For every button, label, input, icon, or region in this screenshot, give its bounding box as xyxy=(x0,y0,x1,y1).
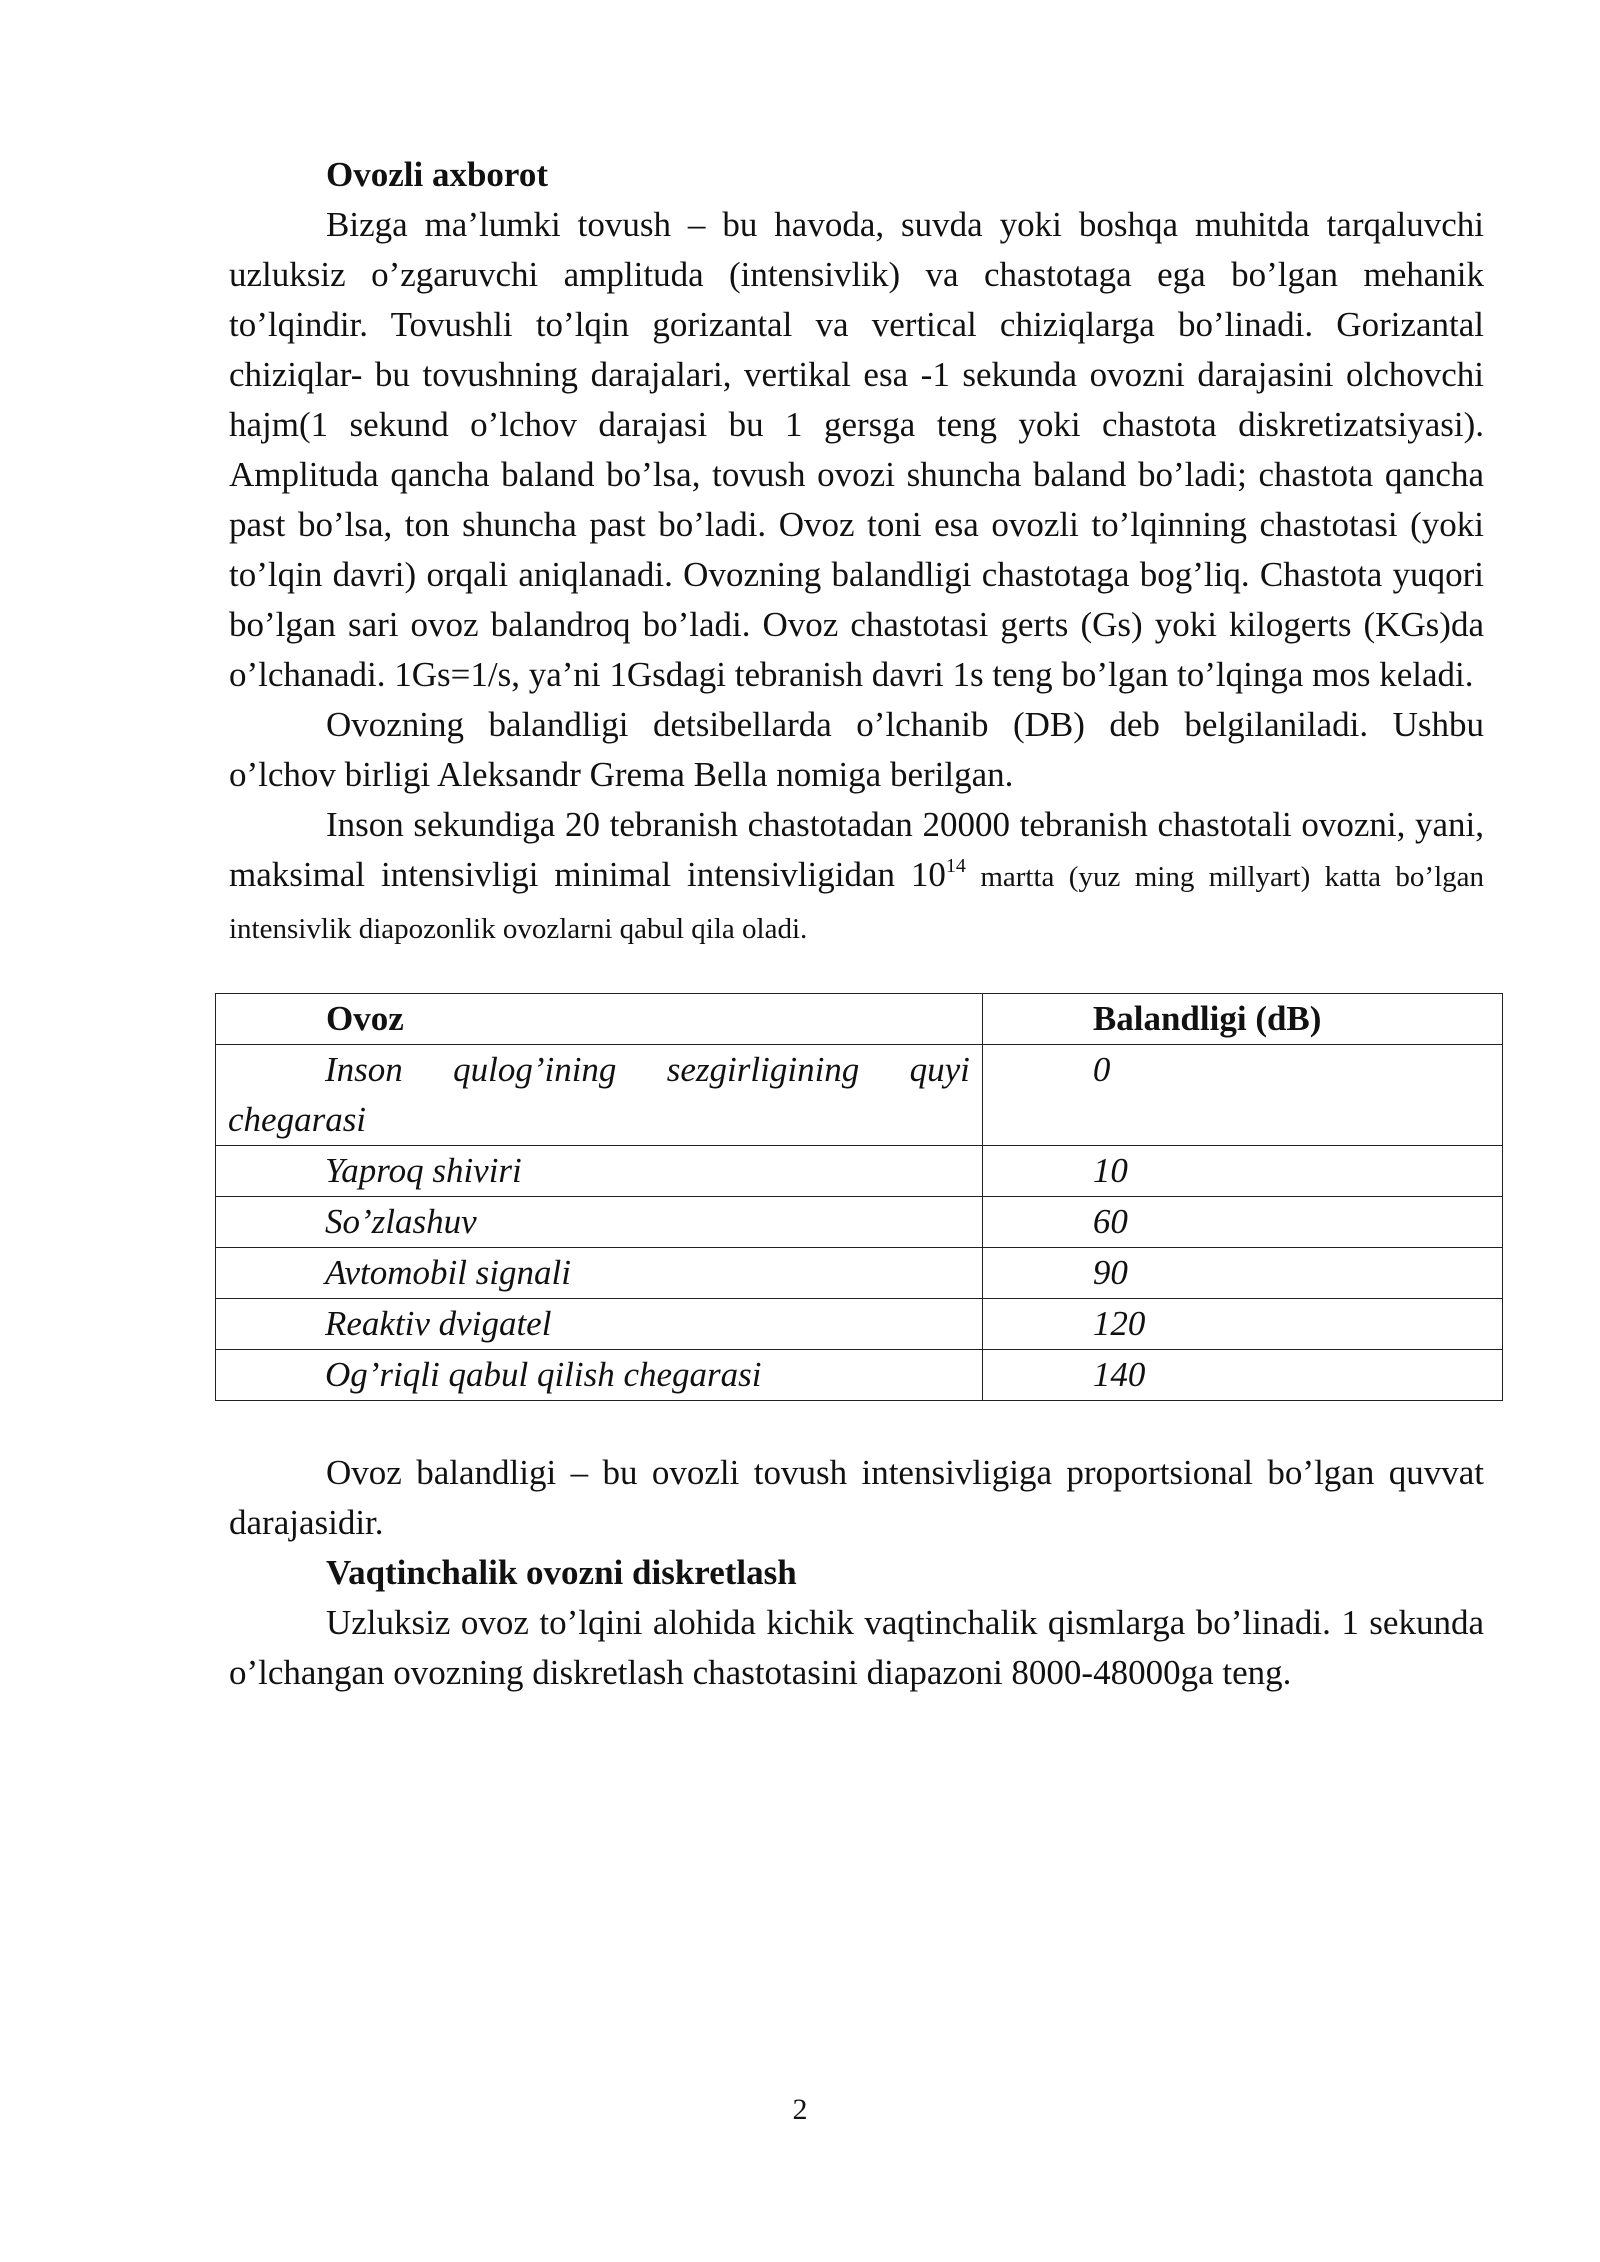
table-row xyxy=(216,1299,1503,1350)
exponent-superscript: 14 xyxy=(945,855,966,877)
table-cell-db: 90 xyxy=(982,1248,1502,1299)
paragraph-loudness-definition: Ovoz balandligi – bu ovozli tovush intensivligiga proportsional bo’lgan quvvat darajasidir. xyxy=(229,1453,1484,1542)
bottom-text-block xyxy=(229,1448,1484,1698)
table-row xyxy=(216,1045,1503,1146)
table-row xyxy=(216,1248,1503,1299)
table-cell-sound: Yaproq shiviri xyxy=(216,1146,983,1197)
table-header-row xyxy=(216,994,1503,1045)
table-cell-db: 60 xyxy=(982,1197,1502,1248)
table-cell-sound: Reaktiv dvigatel xyxy=(216,1299,983,1350)
paragraph-sampling-rate: Uzluksiz ovoz to’lqini alohida kichik vaqtinchalik qismlarga bo’linadi. 1 sekunda o’lchangan ovozning diskretlash chastotasini diapazoni 8000-48000ga teng. xyxy=(229,1603,1484,1692)
hearing-range-tail: martta (yuz ming millyart) katta bo’lgan intensivlik diapozonlik ovozlarni qabul qila oladi. xyxy=(229,861,1484,945)
table-cell-sound: So’zlashuv xyxy=(216,1197,983,1248)
page-number: 2 xyxy=(792,2093,808,2126)
table-row xyxy=(216,1197,1503,1248)
table-cell-sound: Og’riqli qabul qilish chegarasi xyxy=(216,1350,983,1401)
section-heading-ovozli-axborot: Ovozli axborot xyxy=(326,155,548,194)
table-row xyxy=(216,1350,1503,1401)
table-cell-db: 10 xyxy=(982,1146,1502,1197)
paragraph-decibel: Ovozning balandligi detsibellarda o’lchanib (DB) deb belgilaniladi. Ushbu o’lchov birligi Aleksandr Grema Bella nomiga berilgan. xyxy=(229,705,1484,794)
table-row xyxy=(216,1146,1503,1197)
paragraph-sound-definition: Bizga ma’lumki tovush – bu havoda, suvda yoki boshqa muhitda tarqaluvchi uzluksiz o’zgaruvchi amplituda (intensivlik) va chastotaga ega bo’lgan mehanik to’lqindir. Tovushli to’lqin gorizantal va vertical chiziqlarga bo’linadi. Gorizantal chiziqlar- bu tovushning darajalari, vertikal esa -1 sekunda ovozni darajasini olchovchi hajm(1 sekund o’lchov darajasi bu 1 gersga teng yoki chastota diskretizatsiyasi). Amplituda qancha baland bo’lsa, tovush ovozi shuncha baland bo’ladi; chastota qancha past bo’lsa, ton shuncha past bo’ladi. Ovoz toni esa ovozli to’lqinning chastotasi (yoki to’lqin davri) orqali aniqlanadi. Ovozning balandligi chastotaga bog’liq. Chastota yuqori bo’lgan sari ovoz balandroq bo’ladi. Ovoz chastotasi gerts (Gs) yoki kilogerts (KGs)da o’lchanadi. 1Gs=1/s, ya’ni 1Gsdagi tebranish davri 1s teng bo’lgan to’lqinga mos keladi. xyxy=(229,205,1484,694)
table-cell-db: 120 xyxy=(982,1299,1502,1350)
table-cell-db: 0 xyxy=(982,1045,1502,1146)
section-heading-discretization: Vaqtinchalik ovozni diskretlash xyxy=(326,1553,797,1592)
column-header-level-db: Balandligi (dB) xyxy=(982,994,1502,1045)
table-cell-sound: Inson qulog’ining sezgirligining quyi chegarasi xyxy=(216,1045,983,1146)
table-cell-db: 140 xyxy=(982,1350,1502,1401)
column-header-sound: Ovoz xyxy=(216,994,983,1045)
table-cell-sound: Avtomobil signali xyxy=(216,1248,983,1299)
sound-level-table-container xyxy=(215,993,1503,1401)
paragraph-hearing-range xyxy=(229,800,1484,954)
hearing-range-text: Inson sekundiga 20 tebranish chastotadan 20000 tebranish chastotali ovozni, yani, maksimal intensivligi minimal intensivligidan 10 xyxy=(229,805,1484,894)
sound-level-table xyxy=(215,993,1503,1401)
top-text-block xyxy=(229,150,1484,954)
